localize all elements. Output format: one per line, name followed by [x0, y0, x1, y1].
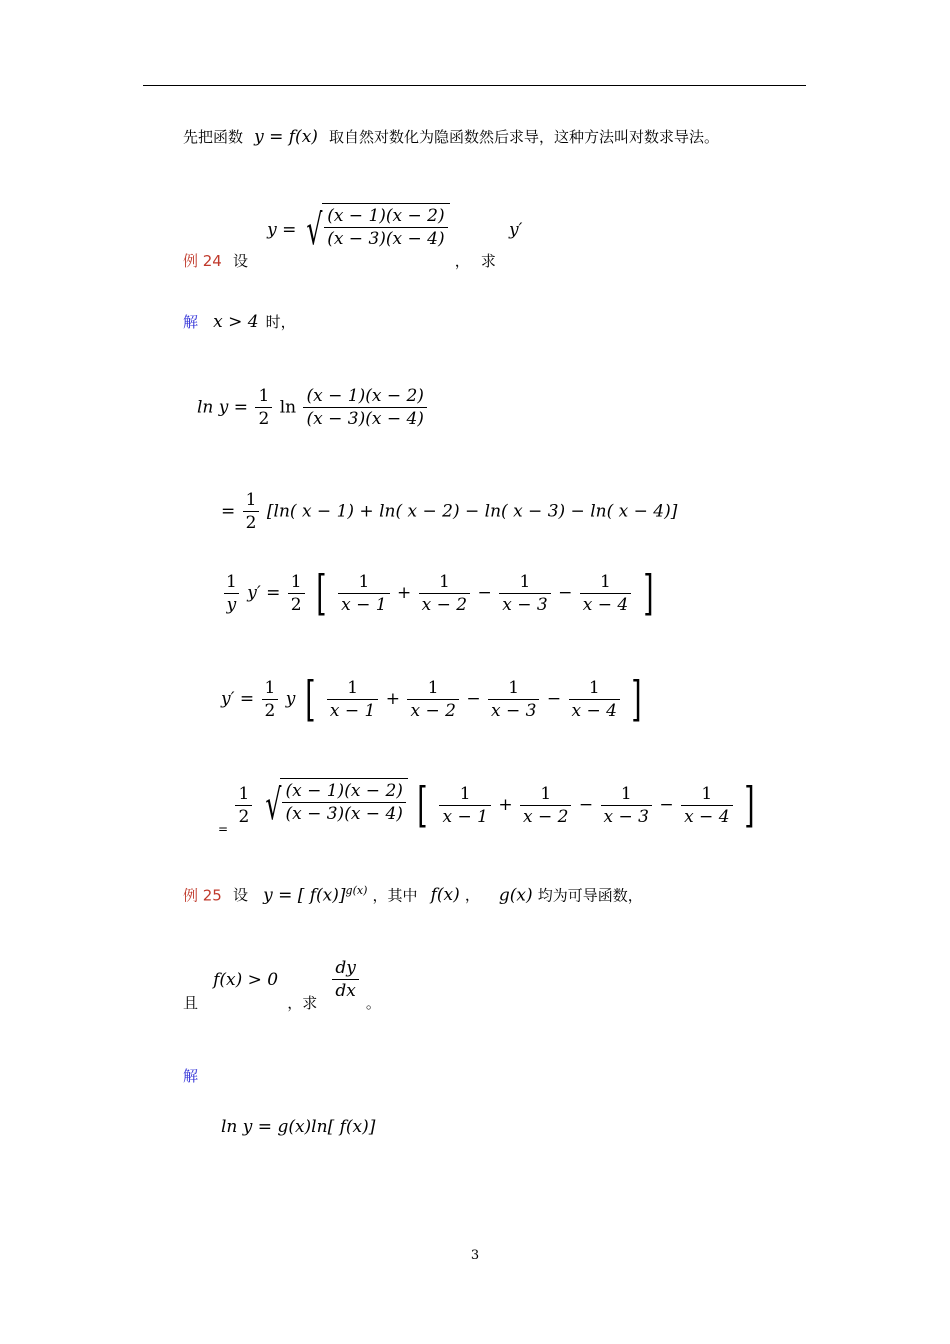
- example-24-comma: ，: [454, 252, 470, 270]
- step4-lhs: y′ =: [221, 689, 255, 709]
- step1-frac-den: (x − 3)(x − 4): [303, 407, 426, 429]
- example-25: [183, 884, 643, 905]
- step4-op1: +: [385, 689, 401, 709]
- step5-sqrt: √ $\frac{(x - 1)(x - 2)}{(x - 3)(x - 4)}$: [260, 778, 408, 832]
- example-25-sep: ，: [464, 886, 480, 905]
- example-24-find: 求: [480, 252, 496, 270]
- step3-op1: +: [397, 583, 412, 603]
- header-rule: [143, 85, 806, 86]
- example-24-lhs: y =: [267, 220, 297, 240]
- example-24-den: (x − 3)(x − 4): [324, 227, 447, 249]
- example-25-exp: g(x): [345, 884, 368, 897]
- step5-t1-den: x − 1: [439, 805, 490, 827]
- step4-t1-den: x − 1: [327, 699, 378, 721]
- step2-half-num: 1: [245, 490, 257, 510]
- step5-t2-den: x − 2: [520, 805, 571, 827]
- step3-t4-num: 1: [600, 571, 611, 592]
- solution-24-step5: [218, 777, 759, 836]
- step3-lhs-num: 1: [226, 571, 237, 592]
- step5-t1-num: 1: [459, 783, 471, 804]
- example-24: [183, 203, 523, 270]
- example-25-formula: y = [ f(x)]: [263, 885, 346, 906]
- example-25-f: f(x): [430, 885, 460, 906]
- step4-right-bracket: ]: [631, 671, 642, 727]
- step1-lhs: ln y =: [197, 397, 249, 418]
- example-25-set: 设: [232, 886, 248, 905]
- example-25-desc: 均为可导函数，: [537, 886, 643, 905]
- solution-24-head: [183, 311, 296, 332]
- step5-t3-num: 1: [620, 783, 632, 804]
- example-25-dy: dy: [335, 958, 356, 978]
- example-25-g: g(x): [498, 885, 533, 906]
- page-number: 3: [470, 1248, 480, 1263]
- example-25-and: 且: [183, 994, 199, 1012]
- step5-num: (x − 1)(x − 2): [285, 781, 403, 801]
- example-25-cond: f(x) > 0: [213, 969, 279, 990]
- step3-half-num: 1: [290, 571, 302, 592]
- step5-t4-den: x − 4: [681, 805, 732, 827]
- step5-half-den: 2: [235, 805, 252, 827]
- step3-t3-den: x − 3: [499, 593, 550, 615]
- step3-yprime: y′ =: [247, 583, 281, 603]
- solution-24-step4: [221, 671, 646, 727]
- step3-t3-num: 1: [519, 571, 531, 592]
- step4-t3-num: 1: [508, 677, 520, 698]
- step5-left-bracket: [: [417, 777, 428, 833]
- step5-t3-den: x − 3: [601, 805, 652, 827]
- step4-t4-num: 1: [588, 677, 600, 698]
- step4-left-bracket: [: [304, 671, 316, 727]
- step5-op2: −: [578, 795, 594, 815]
- step2-eq: =: [221, 501, 236, 522]
- step4-t3-den: x − 3: [488, 699, 539, 721]
- step4-t4-den: x − 4: [569, 699, 620, 721]
- solution-25-expr: ln y = g(x)ln[ f(x)]: [221, 1117, 376, 1137]
- step1-ln: ln: [279, 397, 297, 418]
- step5-op1: +: [498, 795, 513, 815]
- step5-eq: =: [218, 822, 229, 836]
- step3-lhs-den: y: [224, 593, 240, 615]
- step4-t2-den: x − 2: [407, 699, 458, 721]
- example-25-find: ，求: [287, 994, 318, 1012]
- example-24-sqrt: √ $\frac{(x - 1)(x - 2)}{(x - 3)(x - 4)}$: [301, 203, 449, 257]
- step3-op2: −: [477, 583, 492, 603]
- step3-t1-num: 1: [358, 571, 370, 592]
- solution-25-head: [183, 1065, 198, 1086]
- solution-24-cond-suffix: 时，: [265, 313, 296, 331]
- step4-y: y: [285, 689, 296, 709]
- solution-24-step2: [221, 490, 677, 533]
- step5-t4-num: 1: [701, 783, 713, 804]
- step4-op3: −: [546, 689, 562, 709]
- example-25-where: ，其中: [372, 886, 418, 905]
- intro-before: 先把函数: [183, 128, 244, 146]
- step3-op3: −: [558, 583, 573, 603]
- example-24-num: (x − 1)(x − 2): [327, 206, 445, 226]
- step5-right-bracket: ]: [744, 777, 755, 833]
- solution-25-step1: [221, 1117, 375, 1137]
- example-25-end: 。: [365, 994, 381, 1012]
- step1-half-den: 2: [255, 407, 272, 429]
- step2-expr: [ln( x − 1) + ln( x − 2) − ln( x − 3) − ln( x − 4)]: [266, 501, 678, 522]
- example-24-target: y′: [508, 220, 523, 240]
- step3-left-bracket: [: [316, 565, 327, 621]
- step4-t1-num: 1: [347, 677, 359, 698]
- step3-t2-den: x − 2: [419, 593, 470, 615]
- step3-t2-num: 1: [438, 571, 450, 592]
- step5-den: (x − 3)(x − 4): [282, 802, 405, 824]
- example-24-label: 例 24: [183, 252, 222, 270]
- step5-op3: −: [659, 795, 674, 815]
- step3-t1-den: x − 1: [338, 593, 389, 615]
- example-25-dx: dx: [332, 979, 358, 1001]
- step3-right-bracket: ]: [642, 565, 654, 621]
- step5-t2-num: 1: [540, 783, 552, 804]
- example-25-label: 例 25: [183, 886, 222, 905]
- step2-half-den: 2: [243, 511, 260, 533]
- step3-half-den: 2: [288, 593, 305, 615]
- step4-t2-num: 1: [427, 677, 439, 698]
- solution-24-step1: [197, 386, 429, 429]
- example-24-set: 设: [232, 252, 248, 270]
- step3-t4-den: x − 4: [580, 593, 631, 615]
- step5-half-num: 1: [238, 783, 250, 804]
- step4-half-num: 1: [264, 677, 276, 698]
- intro-after: 取自然对数化为隐函数然后求导，这种方法叫对数求导法。: [329, 128, 720, 146]
- solution-24-cond: x > 4: [213, 312, 259, 332]
- solution-24-label: 解: [183, 313, 199, 331]
- solution-25-label: 解: [183, 1067, 199, 1085]
- example-25-line2: [183, 958, 381, 1012]
- intro-line: [183, 126, 719, 147]
- step1-frac-num: (x − 1)(x − 2): [306, 386, 424, 406]
- solution-24-step3: [221, 565, 657, 621]
- step4-op2: −: [466, 689, 481, 709]
- intro-formula: y = f(x): [254, 127, 318, 147]
- step1-half-num: 1: [258, 386, 270, 406]
- step4-half-den: 2: [262, 699, 279, 721]
